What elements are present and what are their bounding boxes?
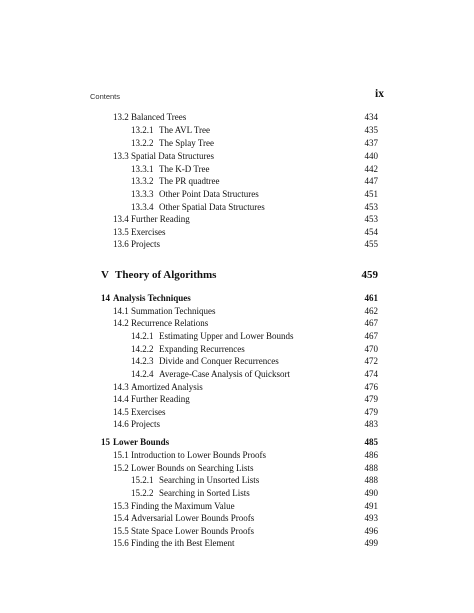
entry-page: 454	[364, 227, 378, 237]
entry-page: 479	[364, 394, 378, 404]
entry-number: 15.2	[113, 463, 129, 473]
toc-entry[interactable]	[0, 124, 474, 137]
chapter-number: 15	[101, 437, 110, 447]
entry-number: 13.2	[113, 112, 129, 122]
entry-page: 470	[364, 344, 378, 354]
entry-title: Finding the ith Best Element	[131, 538, 235, 548]
entry-page: 462	[364, 306, 378, 316]
entry-number: 15.3	[113, 501, 129, 511]
entry-number: 14.4	[113, 394, 129, 404]
entry-title: The Splay Tree	[159, 138, 214, 148]
entry-number: 13.2.1	[131, 125, 154, 135]
entry-title: Other Point Data Structures	[159, 189, 259, 199]
entry-page: 434	[364, 112, 378, 122]
entry-page: 474	[364, 369, 378, 379]
toc-entry[interactable]	[0, 355, 474, 368]
entry-title: Introduction to Lower Bounds Proofs	[131, 450, 266, 460]
entry-number: 14.2	[113, 318, 129, 328]
entry-number: 14.6	[113, 419, 129, 429]
entry-title: Further Reading	[131, 394, 190, 404]
entry-page: 455	[364, 239, 378, 249]
entry-page: 479	[364, 407, 378, 417]
entry-number: 13.3	[113, 151, 129, 161]
toc-entry[interactable]	[0, 137, 474, 150]
entry-page: 472	[364, 356, 378, 366]
entry-number: 14.2.1	[131, 331, 154, 341]
toc-entry[interactable]	[0, 487, 474, 500]
toc-entry[interactable]	[0, 449, 474, 462]
entry-number: 14.5	[113, 407, 129, 417]
entry-page: 496	[364, 526, 378, 536]
toc-entry[interactable]	[0, 368, 474, 381]
entry-title: Finding the Maximum Value	[131, 501, 235, 511]
entry-page: 435	[364, 125, 378, 135]
entry-title: The K-D Tree	[159, 164, 210, 174]
toc-entry[interactable]	[0, 213, 474, 226]
entry-title: Balanced Trees	[131, 112, 187, 122]
entry-page: 488	[364, 463, 378, 473]
toc-entry[interactable]	[0, 393, 474, 406]
entry-page: 467	[364, 318, 378, 328]
entry-title: Further Reading	[131, 214, 190, 224]
entry-page: 453	[364, 214, 378, 224]
toc-chapter-entry[interactable]	[0, 292, 474, 305]
entry-title: Projects	[131, 239, 160, 249]
toc-entry[interactable]	[0, 418, 474, 431]
entry-page: 486	[364, 450, 378, 460]
chapter-title: Lower Bounds	[113, 437, 170, 447]
chapter-number: 14	[101, 293, 110, 303]
entry-page: 467	[364, 331, 378, 341]
chapter-page: 485	[364, 437, 378, 447]
entry-title: Adversarial Lower Bounds Proofs	[131, 513, 255, 523]
entry-page: 491	[364, 501, 378, 511]
running-header-title: Contents	[90, 92, 121, 101]
toc-entry[interactable]	[0, 150, 474, 163]
entry-title: The PR quadtree	[159, 176, 220, 186]
entry-page: 493	[364, 513, 378, 523]
entry-page: 490	[364, 488, 378, 498]
entry-title: State Space Lower Bounds Proofs	[131, 526, 254, 536]
entry-page: 453	[364, 202, 378, 212]
entry-number: 13.3.4	[131, 202, 154, 212]
entry-number: 13.3.3	[131, 189, 154, 199]
entry-title: Spatial Data Structures	[131, 151, 214, 161]
entry-number: 15.2.2	[131, 488, 154, 498]
entry-page: 483	[364, 419, 378, 429]
toc-entry[interactable]	[0, 238, 474, 251]
chapter-page: 461	[364, 293, 378, 303]
entry-title: Summation Techniques	[131, 306, 216, 316]
entry-number: 14.2.4	[131, 369, 154, 379]
part-title: Theory of Algorithms	[115, 269, 217, 281]
entry-number: 13.3.2	[131, 176, 154, 186]
toc-entry[interactable]	[0, 512, 474, 525]
toc-entry[interactable]	[0, 111, 474, 124]
toc-entry[interactable]	[0, 474, 474, 487]
entry-number: 14.3	[113, 382, 129, 392]
toc-entry[interactable]	[0, 537, 474, 550]
toc-chapter-entry[interactable]	[0, 436, 474, 449]
chapter-title: Analysis Techniques	[113, 293, 191, 303]
entry-title: The AVL Tree	[159, 125, 211, 135]
entry-number: 15.1	[113, 450, 129, 460]
part-page: 459	[361, 269, 378, 281]
toc-entry[interactable]	[0, 330, 474, 343]
entry-title: Searching in Unsorted Lists	[159, 475, 260, 485]
entry-page: 440	[364, 151, 378, 161]
entry-title: Divide and Conquer Recurrences	[159, 356, 279, 366]
entry-title: Amortized Analysis	[131, 382, 203, 392]
entry-title: Other Spatial Data Structures	[159, 202, 265, 212]
part-number: V	[101, 269, 109, 281]
entry-page: 476	[364, 382, 378, 392]
entry-page: 499	[364, 538, 378, 548]
toc-entry[interactable]	[0, 188, 474, 201]
toc-entry[interactable]	[0, 317, 474, 330]
entry-page: 437	[364, 138, 378, 148]
entry-number: 15.4	[113, 513, 129, 523]
entry-title: Lower Bounds on Searching Lists	[131, 463, 254, 473]
entry-number: 15.2.1	[131, 475, 154, 485]
entry-page: 447	[364, 176, 378, 186]
entry-number: 13.6	[113, 239, 129, 249]
toc-part-entry[interactable]	[0, 267, 474, 283]
entry-page: 451	[364, 189, 378, 199]
entry-number: 14.2.3	[131, 356, 154, 366]
entry-number: 13.2.2	[131, 138, 154, 148]
entry-page: 442	[364, 164, 378, 174]
entry-page: 488	[364, 475, 378, 485]
entry-title: Average-Case Analysis of Quicksort	[159, 369, 291, 379]
entry-title: Projects	[131, 419, 160, 429]
toc-entry[interactable]	[0, 175, 474, 188]
entry-title: Estimating Upper and Lower Bounds	[159, 331, 294, 341]
page-number: ix	[375, 88, 384, 100]
entry-number: 15.6	[113, 538, 129, 548]
entry-title: Recurrence Relations	[131, 318, 209, 328]
entry-title: Expanding Recurrences	[159, 344, 245, 354]
entry-title: Exercises	[131, 227, 166, 237]
entry-number: 13.5	[113, 227, 129, 237]
entry-number: 14.1	[113, 306, 129, 316]
entry-number: 13.3.1	[131, 164, 154, 174]
entry-title: Exercises	[131, 407, 166, 417]
entry-number: 15.5	[113, 526, 129, 536]
entry-number: 13.4	[113, 214, 129, 224]
entry-number: 14.2.2	[131, 344, 154, 354]
entry-title: Searching in Sorted Lists	[159, 488, 250, 498]
